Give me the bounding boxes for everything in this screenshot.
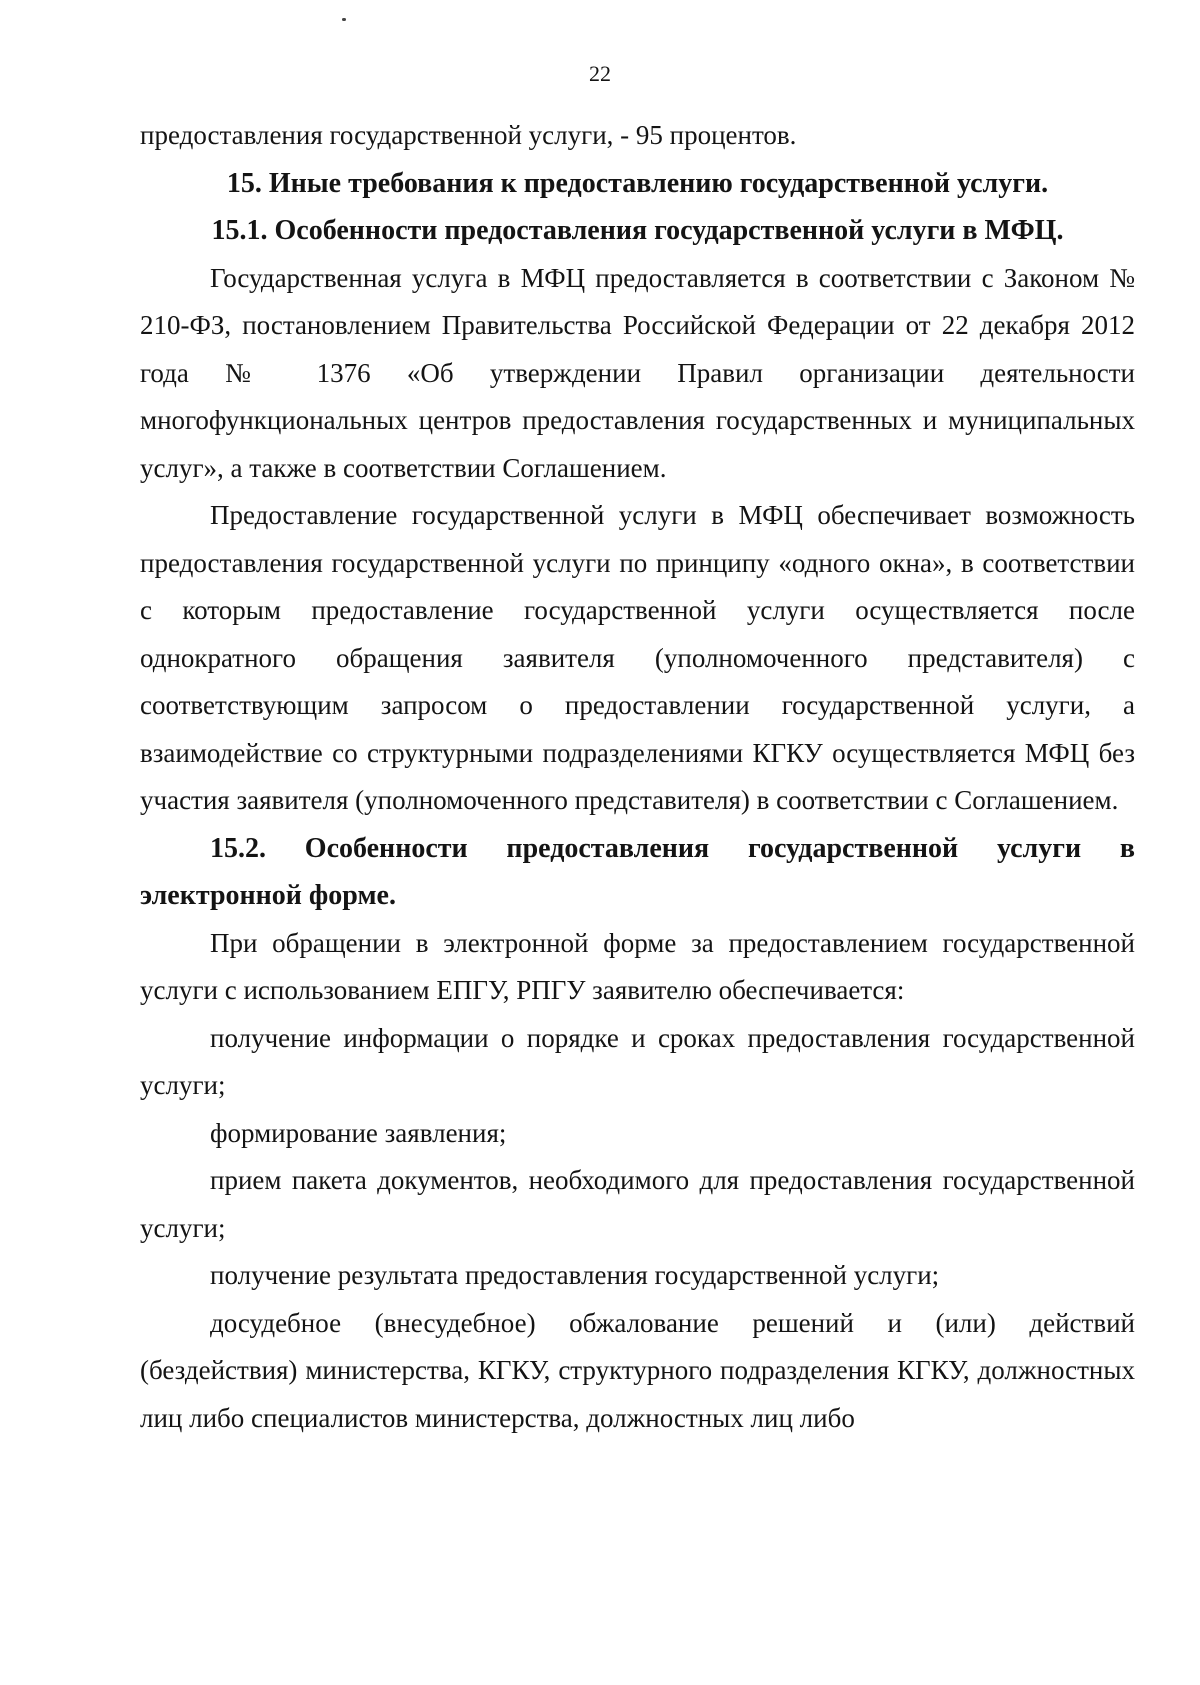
section-15-2-heading: 15.2. Особенности предоставления государственной услуги в электронной форме. — [140, 832, 1135, 911]
list-item: формирование заявления; — [210, 1117, 507, 1148]
lead-line: предоставления государственной услуги, - 95 процентов. — [140, 120, 797, 150]
section-15-1-paragraph-1: Государственная услуга в МФЦ предоставляется в соответствии с Законом № 210-ФЗ, постановлением Правительства Российской Федерации от 22 декабря 2012 года № 1376 «Об утверждении Правил организации деятельности многофункциональных центров предоставления государственных и муниципальных услуг», а также в соответствии Соглашением. — [140, 262, 1135, 483]
section-15-1-paragraph-2: Предоставление государственной услуги в МФЦ обеспечивает возможность предоставления государственной услуги по принципу «одного окна», в соответствии с которым предоставление государственной услуги осуществляется после однократного обращения заявителя (уполномоченного представителя) с соответствующим запросом о предоставлении государственной услуги, а взаимодействие со структурными подразделениями КГКУ осуществляется МФЦ без участия заявителя (уполномоченного представителя) в соответствии с Соглашением. — [140, 500, 1135, 815]
list-item: прием пакета документов, необходимого для предоставления государственной услуги; — [140, 1165, 1135, 1243]
section-15-1-heading: 15.1. Особенности предоставления государственной услуги в МФЦ. — [211, 215, 1064, 246]
list-item: досудебное (внесудебное) обжалование решений и (или) действий (бездействия) министерства, КГКУ, структурного подразделения КГКУ, должностных лиц либо специалистов министерства, должностных лиц либо — [140, 1307, 1135, 1433]
page-number: 22 — [589, 61, 611, 86]
list-item: получение результата предоставления государственной услуги; — [210, 1260, 940, 1290]
section-15-heading: 15. Иные требования к предоставлению государственной услуги. — [226, 167, 1049, 199]
list-item: получение информации о порядке и сроках предоставления государственной услуги; — [140, 1022, 1135, 1100]
scan-speck — [342, 18, 346, 21]
document-body — [140, 112, 1135, 1442]
section-15-2-intro: При обращении в электронной форме за предоставлением государственной услуги с использованием ЕПГУ, РПГУ заявителю обеспечивается: — [140, 927, 1135, 1005]
